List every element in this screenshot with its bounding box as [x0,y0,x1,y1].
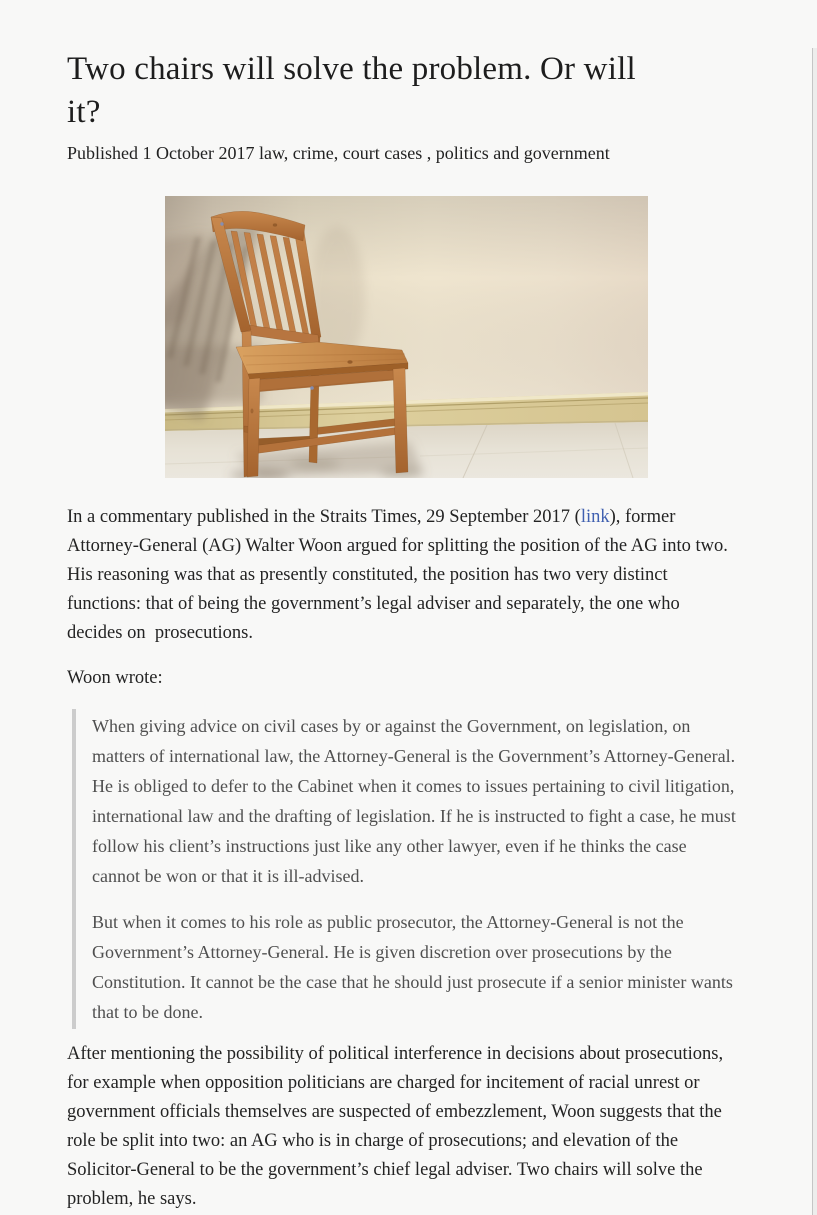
scrollbar[interactable] [812,48,817,1215]
article-image [165,196,648,478]
intro-paragraph [67,503,737,648]
article-title: Two chairs will solve the problem. Or will it? [67,51,636,130]
chair-photo [165,196,648,478]
intro-text-after-link: ), former Attorney-General (AG) Walter Woon argued for splitting the position of the AG into two. His reasoning was that as presently constituted, the position has two very distinct functions: that of being the government’s legal adviser and separately, the one who decides on prosecutions. [67,507,728,643]
closing-paragraph: After mentioning the possibility of political interference in decisions about prosecutions, for example when opposition politicians are charged for incitement of racial unrest or government officials themselves are suspected of embezzlement, Woon suggests that the role be split into two: an AG who is in charge of prosecutions; and elevation of the Solicitor-General to be the government’s chief legal adviser. Two chairs will solve the problem, he says. [67,1044,724,1209]
quote-paragraph-1: When giving advice on civil cases by or against the Government, on legislation, on matters of international law, the Attorney-General is the Government’s Attorney-General. He is obliged to defer to the Cabinet when it comes to issues pertaining to civil litigation, international law and the drafting of legislation. If he is instructed to fight a case, he must follow his client’s instructions just like any other lawyer, even if he thinks the case cannot be won or that it is ill-advised. [92,716,736,886]
article-meta: Published 1 October 2017 law, crime, court cases , politics and government [67,143,610,163]
woon-wrote-line: Woon wrote: [67,668,163,688]
article-content [67,48,737,1214]
article-page [0,48,817,1215]
intro-text-before-link: In a commentary published in the Straits Times, 29 September 2017 ( [67,507,581,527]
woon-blockquote [72,709,737,1029]
quote-paragraph-2: But when it comes to his role as public prosecutor, the Attorney-General is not the Government’s Attorney-General. He is given discretion over prosecutions by the Constitution. It cannot be the case that he should just prosecute if a senior minister wants that to be done. [92,912,733,1022]
straits-times-link[interactable]: link [580,507,610,527]
